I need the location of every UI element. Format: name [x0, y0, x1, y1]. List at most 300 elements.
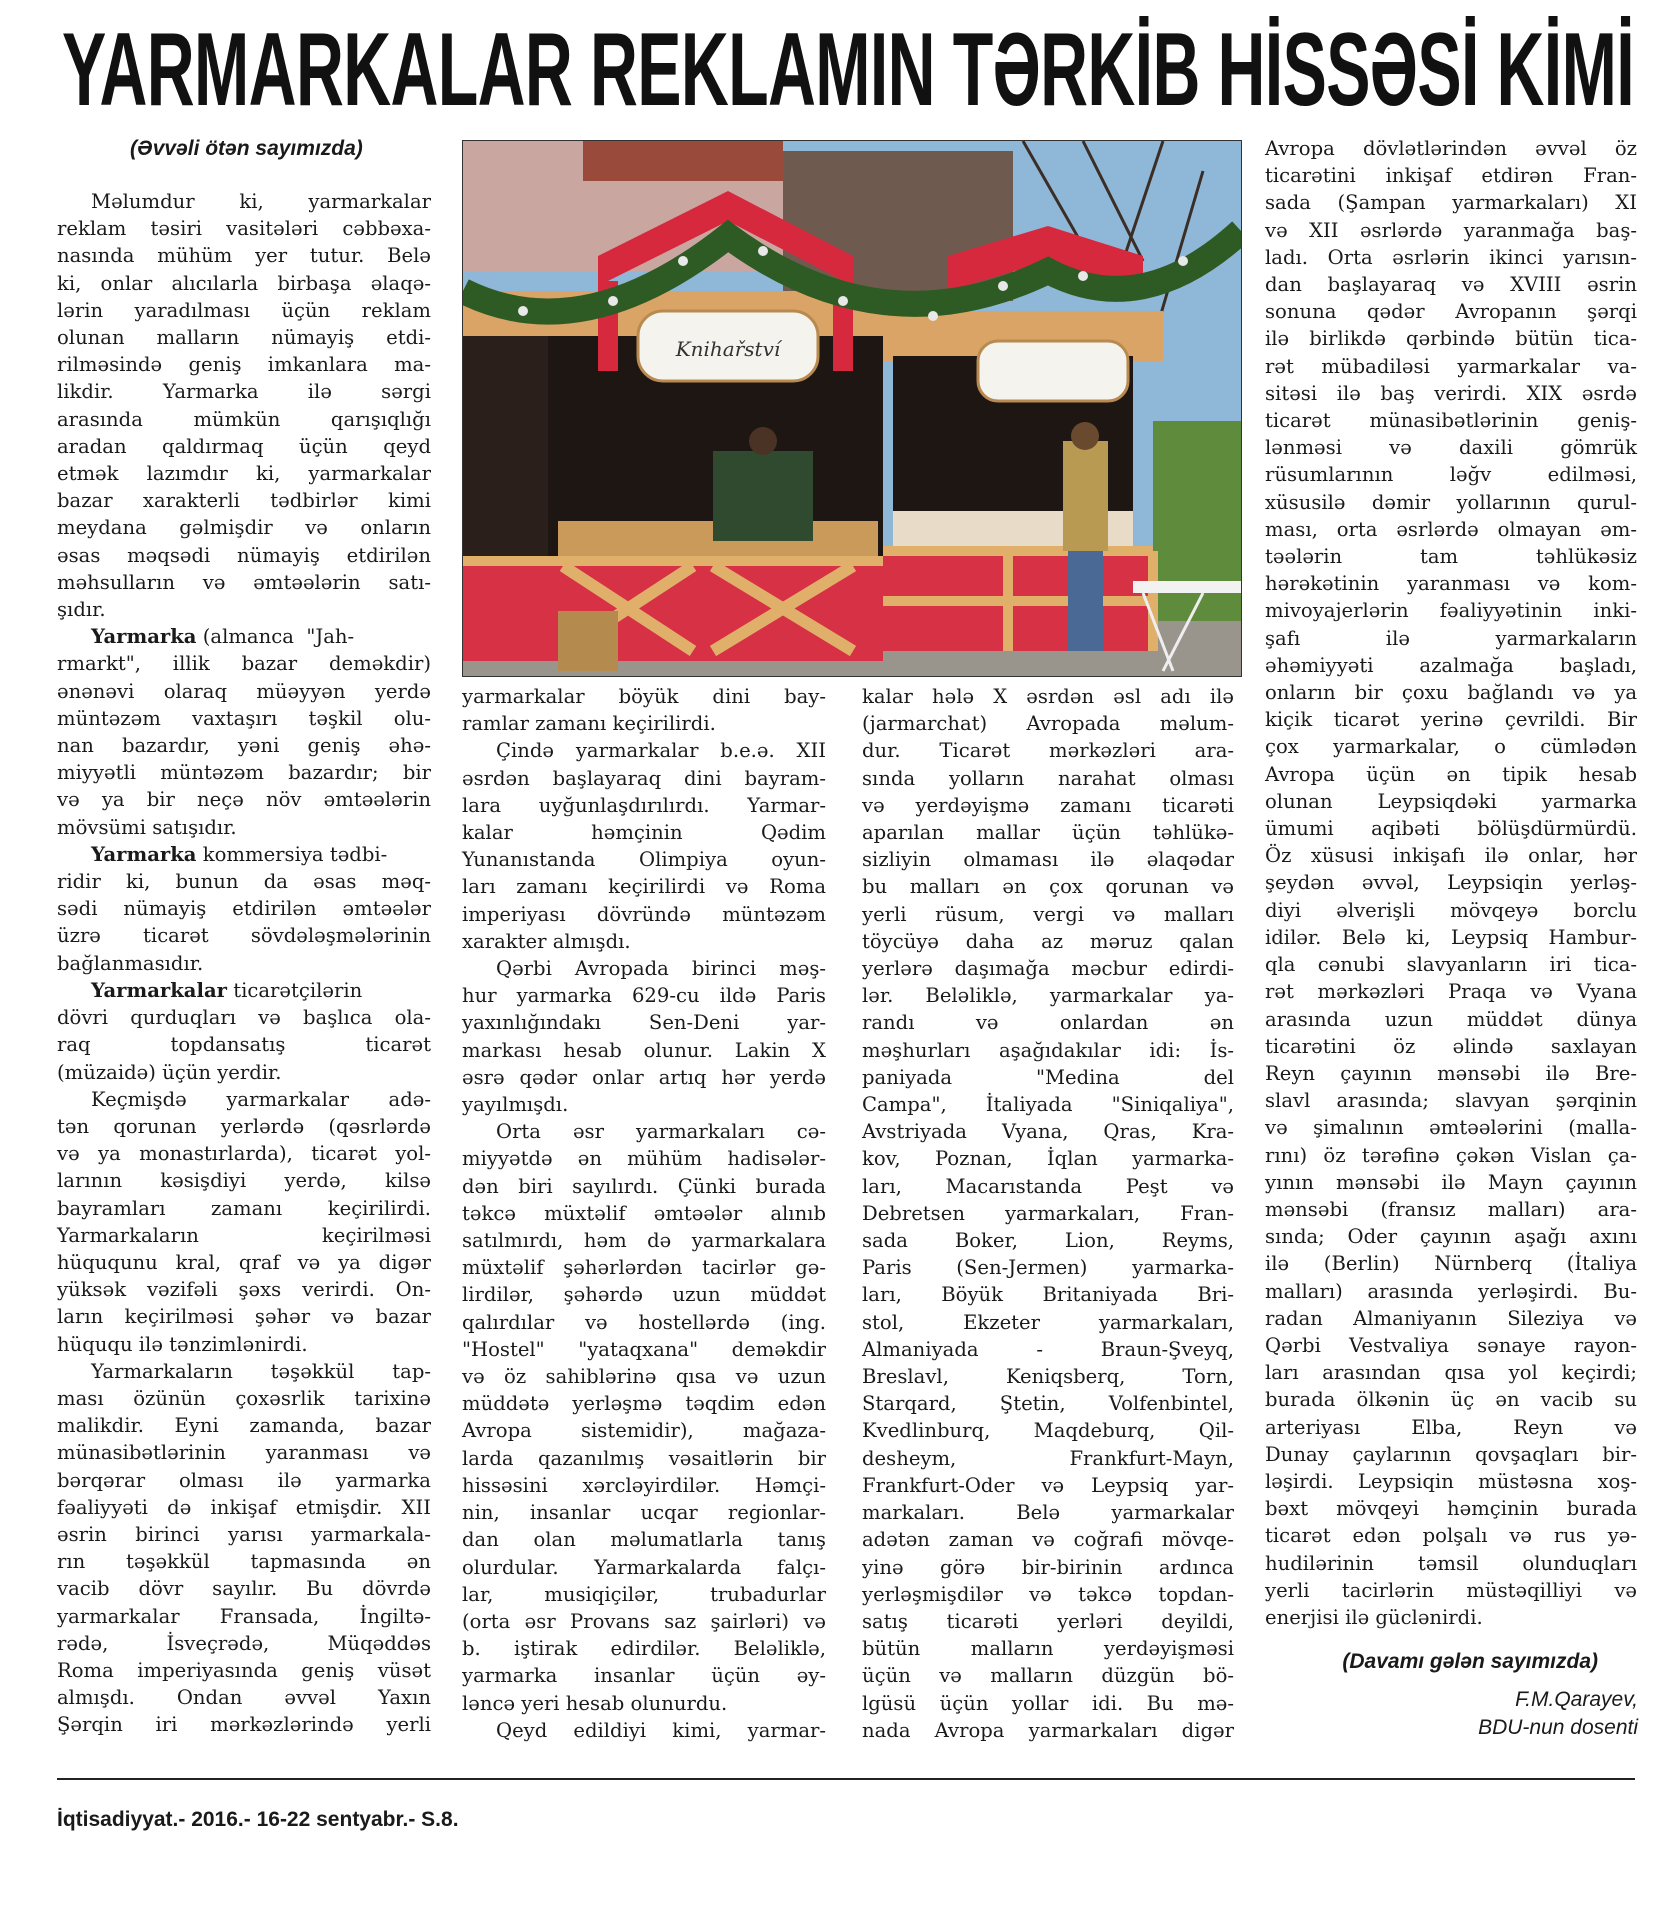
text-line: [462, 683, 826, 710]
line-text: (almanca "Jah-: [196, 625, 355, 649]
text-line: [462, 928, 826, 955]
text-line: [462, 792, 826, 819]
line-text: sada Boker, Lion, Reyms,: [862, 1229, 1234, 1253]
line-text: Roma imperiyasında geniş vüsət: [57, 1658, 431, 1682]
line-text: çox yarmarkalar, o cümlədən: [1265, 735, 1637, 759]
text-line: [1265, 407, 1637, 434]
line-text: üçün və malların düzgün bö-: [862, 1664, 1234, 1688]
line-text: ları, Macarıstanda Peşt və: [862, 1174, 1234, 1198]
text-line: [462, 901, 826, 928]
line-text: yarmarka insanlar üçün əy-: [462, 1664, 826, 1688]
line-text: ləncə yeri hesab olunurdu.: [462, 1691, 728, 1715]
line-text: sizliyin olmaması ilə əlaqədar: [862, 848, 1234, 872]
line-text: qla cənubi slavyanların iri tica-: [1265, 953, 1637, 977]
line-text: Debretsen yarmarkaları, Fran-: [862, 1201, 1234, 1225]
text-line: [1265, 842, 1637, 869]
line-text: şeydən əvvəl, Leypsiqin yerləş-: [1265, 871, 1637, 895]
text-line: [57, 487, 431, 514]
line-text: diyi əlverişli mövqeyə borclu: [1265, 898, 1637, 922]
continued-next-note: (Davamı gələn sayımızda): [1342, 1650, 1598, 1673]
text-line: [1265, 733, 1637, 760]
text-line: [862, 792, 1234, 819]
line-text: sada (Şampan yarmarkaları) XI: [1265, 191, 1637, 215]
text-line: [462, 1227, 826, 1254]
text-line: [862, 710, 1234, 737]
text-line: [862, 765, 1234, 792]
text-line: [862, 1526, 1234, 1553]
text-line: [1265, 761, 1637, 788]
text-line: [57, 1331, 431, 1358]
text-line: [1265, 135, 1637, 162]
text-line: [57, 732, 431, 759]
text-line: [1265, 298, 1637, 325]
line-text: satılmırdı, həm də yarmarkalara: [462, 1229, 826, 1253]
text-line: [462, 1390, 826, 1417]
line-text: larının kəsişdiyi yerdə, kilsə: [57, 1169, 431, 1193]
line-text: reklam təsiri vasitələri cəbbəxa-: [57, 217, 431, 241]
line-text: təələrin tam təhlükəsiz: [1265, 545, 1637, 569]
line-text: kiçik ticarət yerinə çevrildi. Bir: [1265, 708, 1637, 732]
text-line: [862, 1064, 1234, 1091]
text-line: [57, 814, 431, 841]
text-line: [57, 378, 431, 405]
line-text: töycüyə daha az məruz qalan: [862, 929, 1234, 953]
text-line: [462, 1445, 826, 1472]
line-text: yının mənsəbi ilə Mayn çayının: [1265, 1170, 1637, 1194]
text-line: [862, 1581, 1234, 1608]
line-text: hur yarmarka 629-cu ildə Paris: [462, 984, 826, 1008]
text-line: [1265, 788, 1637, 815]
text-line: [57, 1548, 431, 1575]
line-text: almışdı. Ondan əvvəl Yaxın: [57, 1686, 431, 1710]
text-line: [862, 1499, 1234, 1526]
line-text: raq topdansatış ticarət: [57, 1033, 431, 1057]
line-text: hissəsini xərcləyirdilər. Həmçi-: [462, 1473, 826, 1497]
line-text: xarakter almışdı.: [462, 929, 631, 953]
text-line: [1265, 461, 1637, 488]
paragraph: [57, 841, 431, 977]
text-line: [57, 841, 431, 868]
line-text: məhsulların və əmtəələrin satı-: [57, 570, 431, 594]
line-text: ladı. Orta əsrlərin ikinci yarısın-: [1265, 245, 1637, 269]
line-text: ması, orta əsrlərdə olmayan əm-: [1265, 517, 1637, 541]
text-line: [57, 786, 431, 813]
line-text: Qərbi Avropada birinci məş-: [496, 957, 826, 981]
line-text: lənməsi və daxili gömrük: [1265, 436, 1637, 460]
text-line: [1265, 1305, 1637, 1332]
text-line: [862, 737, 1234, 764]
line-text: ması özünün çoxəsrlik tarixinə: [57, 1386, 431, 1410]
line-text: məşhurları aşağıdakılar idi: İs-: [862, 1038, 1234, 1062]
text-line: [862, 846, 1234, 873]
line-text: yarmarkalar Fransada, İngiltə-: [57, 1604, 431, 1628]
text-line: [57, 270, 431, 297]
line-text: bayramları zamanı keçirilirdi.: [57, 1196, 431, 1220]
text-line: [57, 297, 431, 324]
text-line: [462, 737, 826, 764]
line-text: kalar həmçinin Qədim: [462, 821, 826, 845]
line-text: şafı ilə yarmarkaların: [1265, 626, 1637, 650]
line-text: (müzaidə) üçün yerdir.: [57, 1060, 282, 1084]
text-line: [57, 215, 431, 242]
line-text: sonuna qədər Avropanın şərqi: [1265, 300, 1637, 324]
text-line: [1265, 1414, 1637, 1441]
text-line: [57, 351, 431, 378]
line-text: şıdır.: [57, 598, 106, 622]
text-line: [462, 1417, 826, 1444]
text-line: [862, 1091, 1234, 1118]
line-text: yerləşmişdilər və təkcə topdan-: [862, 1582, 1234, 1606]
line-text: yerli tacirlərin müstəqilliyi və: [1265, 1578, 1637, 1602]
paragraph: [57, 977, 431, 1086]
line-text: sitəsi ilə baş verirdi. XIX əsrdə: [1265, 381, 1637, 405]
text-line: [462, 1009, 826, 1036]
text-line: [57, 1412, 431, 1439]
line-text: əsrin birinci yarısı yarmarkala-: [57, 1522, 431, 1546]
line-text: Paris (Sen-Jermen) yarmarka-: [862, 1256, 1234, 1280]
line-text: və şimalının əmtəələrini (malla-: [1265, 1116, 1637, 1140]
line-text: əsas məqsədi nümayiş etdirilən: [57, 543, 431, 567]
line-text: rın təşəkkül tapmasında ən: [57, 1550, 431, 1574]
line-text: müntəzəm vaxtaşırı təşkil olu-: [57, 706, 431, 730]
text-line: [862, 1554, 1234, 1581]
line-text: arasında uzun müddət dünya: [1265, 1007, 1637, 1031]
text-line: [862, 1635, 1234, 1662]
text-line: [57, 569, 431, 596]
line-text: lgüsü üçün yollar idi. Bu mə-: [862, 1691, 1234, 1715]
line-text: yerlərə daşımağa məcbur edirdi-: [862, 957, 1234, 981]
text-line: [57, 1113, 431, 1140]
line-text: slavl arasında; slavyan şərqinin: [1265, 1089, 1637, 1113]
line-text: rüsumlarının ləğv edilməsi,: [1265, 463, 1637, 487]
text-line: [1265, 162, 1637, 189]
line-text: və öz sahiblərinə qısa və uzun: [462, 1365, 826, 1389]
text-line: [57, 542, 431, 569]
text-line: [1265, 1033, 1637, 1060]
text-line: [1265, 978, 1637, 1005]
text-line: [1265, 271, 1637, 298]
line-text: Starqard, Ştetin, Volfenbintel,: [862, 1392, 1234, 1416]
text-line: [57, 650, 431, 677]
line-text: Avropa üçün ən tipik hesab: [1265, 762, 1637, 786]
line-text: əsrdən başlayaraq dini bayram-: [462, 766, 826, 790]
text-line: [1265, 516, 1637, 543]
line-text: b. iştirak edirdilər. Beləliklə,: [462, 1637, 826, 1661]
line-text: və ya monastırlarda), ticarət yol-: [57, 1142, 431, 1166]
line-text: rət mübadiləsi yarmarkalar va-: [1265, 354, 1637, 378]
text-line: [1265, 597, 1637, 624]
line-text: tən qorunan yerlərdə (qəsrlərdə: [57, 1114, 431, 1138]
text-line: [57, 1167, 431, 1194]
paragraph: [57, 1086, 431, 1358]
line-text: rını) öz tərəfinə çəkən Vislan ça-: [1265, 1143, 1637, 1167]
article-column-2: [462, 683, 826, 1744]
text-line: [862, 928, 1234, 955]
text-line: [1265, 706, 1637, 733]
text-line: [862, 1254, 1234, 1281]
line-text: bazar xarakterli tədbirlər kimi: [57, 489, 431, 513]
line-text: lara uyğunlaşdırılırdı. Yarmar-: [462, 793, 826, 817]
text-line: [57, 1603, 431, 1630]
text-line: [862, 1472, 1234, 1499]
line-text: Məlumdur ki, yarmarkalar: [91, 190, 431, 213]
line-text: sında; Oder çayının aşağı axını: [1265, 1225, 1637, 1249]
text-line: [462, 1281, 826, 1308]
line-text: olunan Leypsiqdəki yarmarka: [1265, 789, 1637, 813]
line-text: bu malları ən çox qorunan və: [862, 875, 1234, 899]
text-line: [57, 977, 431, 1004]
text-line: [1265, 1495, 1637, 1522]
text-line: [462, 1581, 826, 1608]
line-text: markası hesab olunur. Lakin X: [462, 1038, 826, 1062]
line-text: larda qazanılmış vəsaitlərin bir: [462, 1446, 826, 1470]
text-line: [462, 1064, 826, 1091]
line-text: hərəkətinin yaranması və kom-: [1265, 572, 1637, 596]
line-text: Campa", İtaliyada "Siniqaliya",: [862, 1093, 1234, 1117]
line-text: bağlanmasıdır.: [57, 951, 204, 975]
line-text: (jarmarchat) Avropada məlum-: [862, 712, 1234, 736]
line-text: radan Almaniyanın Sileziya və: [1265, 1306, 1637, 1330]
line-text: rmarkt", illik bazar deməkdir): [57, 652, 431, 676]
text-line: [462, 1690, 826, 1717]
line-text: əhəmiyyəti azalmağa başladı,: [1265, 653, 1637, 677]
text-line: [57, 950, 431, 977]
text-line: [57, 1358, 431, 1385]
text-line: [462, 1662, 826, 1689]
text-line: [862, 1227, 1234, 1254]
text-line: [1265, 679, 1637, 706]
text-line: [1265, 869, 1637, 896]
text-line: [57, 1276, 431, 1303]
text-line: [862, 1363, 1234, 1390]
text-line: [1265, 1278, 1637, 1305]
line-text: ramlar zamanı keçirilirdi.: [462, 712, 716, 736]
text-line: [462, 1554, 826, 1581]
paragraph: [1265, 135, 1637, 1631]
line-text: yayılmışdı.: [462, 1093, 569, 1117]
text-line: [462, 955, 826, 982]
text-line: [57, 1521, 431, 1548]
line-text: Yarmarkaların keçirilməsi: [57, 1223, 431, 1247]
line-text: sədi nümayiş etdirilən əmtəələr: [57, 897, 431, 921]
text-line: [462, 1037, 826, 1064]
line-text: Keçmişdə yarmarkalar adə-: [91, 1087, 431, 1111]
text-line: [57, 433, 431, 460]
text-line: [862, 1145, 1234, 1172]
paragraph: [462, 955, 826, 1118]
line-text: aradan qaldırmaq üçün qeyd: [57, 434, 431, 458]
line-text: ilə (Berlin) Nürnberq (İtaliya: [1265, 1252, 1637, 1276]
line-text: yinə görə bir-birinin ardınca: [862, 1555, 1234, 1579]
text-line: [57, 1439, 431, 1466]
text-line: [57, 1140, 431, 1167]
text-line: [1265, 1604, 1637, 1631]
article-column-4: [1265, 135, 1637, 1631]
text-line: [57, 514, 431, 541]
text-line: [462, 1309, 826, 1336]
article-title: [62, 12, 1634, 128]
text-line: [462, 1363, 826, 1390]
text-line: [1265, 1359, 1637, 1386]
line-text: Kvedlinburq, Maqdeburq, Qil-: [862, 1419, 1234, 1443]
line-text: Orta əsr yarmarkaları cə-: [496, 1120, 826, 1144]
paragraph: [57, 188, 431, 623]
line-text: adətən zaman və coğrafi mövqe-: [862, 1528, 1234, 1552]
line-text: (orta əsr Provans saz şairləri) və: [462, 1609, 826, 1633]
text-line: [57, 1195, 431, 1222]
text-line: [862, 1173, 1234, 1200]
text-line: [462, 1472, 826, 1499]
text-line: [1265, 1060, 1637, 1087]
text-line: [57, 242, 431, 269]
line-text: Şərqin iri mərkəzlərində yerli: [57, 1713, 431, 1737]
line-text: nin, insanlar ucqar regionlar-: [462, 1501, 826, 1525]
text-line: [862, 1608, 1234, 1635]
text-line: [1265, 1250, 1637, 1277]
line-text: Qərbi Vestvaliya sənaye rayon-: [1265, 1333, 1637, 1357]
line-text: Yarmarkaların təşəkkül tap-: [91, 1359, 431, 1383]
line-text: idilər. Belə ki, Leypsiq Hambur-: [1265, 925, 1637, 949]
text-line: [57, 1630, 431, 1657]
line-text: müxtəlif şəhərlərdən tacirlər gə-: [462, 1256, 826, 1280]
text-line: [462, 1200, 826, 1227]
line-text: Çində yarmarkalar b.e.ə. XII: [496, 739, 826, 763]
line-text: ticarətçilərin: [226, 978, 363, 1002]
text-line: [57, 460, 431, 487]
line-text: nasında mühüm yer tutur. Belə: [57, 244, 431, 268]
line-text: Frankfurt-Oder və Leypsiq yar-: [862, 1473, 1234, 1497]
line-text: ların keçirilməsi şəhər və bazar: [57, 1305, 431, 1329]
text-line: [462, 1526, 826, 1553]
text-line: [57, 759, 431, 786]
text-line: [57, 705, 431, 732]
text-line: [1265, 1169, 1637, 1196]
text-line: [862, 1717, 1234, 1744]
line-text: lər. Beləliklə, yarmarkalar ya-: [862, 984, 1234, 1008]
line-text: Almaniyada - Braun-Şveyq,: [862, 1337, 1234, 1361]
line-text: arteriyası Elba, Reyn və: [1265, 1415, 1637, 1439]
line-text: ləşirdi. Leypsiqin müstəsna xoş-: [1265, 1469, 1637, 1493]
text-line: [862, 955, 1234, 982]
line-text: ridir ki, bunun da əsas məq-: [57, 870, 431, 894]
text-line: [57, 922, 431, 949]
line-text: burada ölkənin üç ən vacib su: [1265, 1388, 1637, 1412]
line-text: ları zamanı keçirilirdi və Roma: [462, 875, 826, 899]
line-text: olurdular. Yarmarkalarda falçı-: [462, 1555, 826, 1579]
line-text: ümumi aqibəti bölüşdürmürdü.: [1265, 817, 1637, 841]
line-text: lirdilər, şəhərdə uzun müddət: [462, 1283, 826, 1307]
paragraph: [462, 683, 826, 737]
paragraph: [462, 737, 826, 955]
line-text: Avropa dövlətlərindən əvvəl öz: [1265, 137, 1637, 160]
text-line: [1265, 217, 1637, 244]
line-text: və XII əsrlərdə yaranmağa baş-: [1265, 218, 1637, 242]
text-line: [462, 873, 826, 900]
paragraph: [462, 1118, 826, 1716]
text-line: [862, 982, 1234, 1009]
text-line: [462, 1499, 826, 1526]
text-line: [1265, 1006, 1637, 1033]
text-line: [862, 683, 1234, 710]
line-text: təkcə müxtəlif əmtəələr alınıb: [462, 1201, 826, 1225]
text-line: [1265, 189, 1637, 216]
text-line: [57, 1059, 431, 1086]
line-text: və ya bir neçə növ əmtəələrin: [57, 788, 431, 812]
text-line: [1265, 1142, 1637, 1169]
line-text: "Hostel" "yataqxana" deməkdir: [462, 1337, 826, 1361]
line-text: Qeyd edildiyi kimi, yarmar-: [496, 1718, 826, 1742]
source-citation: İqtisadiyyat.- 2016.- 16-22 sentyabr.- S.8.: [57, 1808, 459, 1831]
text-line: [1265, 434, 1637, 461]
text-line: [862, 1662, 1234, 1689]
line-text: dur. Ticarət mərkəzləri ara-: [862, 739, 1234, 763]
text-line: [1265, 1196, 1637, 1223]
text-line: [462, 1118, 826, 1145]
paragraph: [57, 1358, 431, 1739]
text-line: [1265, 1087, 1637, 1114]
text-line: [57, 1086, 431, 1113]
line-text: randı və onlardan ən: [862, 1011, 1234, 1035]
text-line: [57, 1385, 431, 1412]
line-text: mənsəbi (fransız malları) ara-: [1265, 1197, 1637, 1221]
line-text: dan başlayaraq və XVIII əsrin: [1265, 273, 1637, 297]
text-line: [57, 1467, 431, 1494]
text-line: [57, 1249, 431, 1276]
text-line: [862, 901, 1234, 928]
continued-from-note: (Əvvəli ötən sayımızda): [130, 137, 363, 160]
footer-divider: [57, 1778, 1635, 1780]
text-line: [1265, 1441, 1637, 1468]
text-line: [862, 1037, 1234, 1064]
line-text: ticarətini inkişaf etdirən Fran-: [1265, 164, 1637, 188]
text-line: [1265, 325, 1637, 352]
bold-lead-term: Yarmarkalar: [91, 978, 227, 1002]
text-line: [1265, 897, 1637, 924]
line-text: rilməsində geniş imkanlara ma-: [57, 353, 431, 377]
line-text: Dunay çaylarının qovşaqları bir-: [1265, 1442, 1637, 1466]
text-line: [1265, 353, 1637, 380]
text-line: [462, 1635, 826, 1662]
line-text: ənənəvi olaraq müəyyən yerdə: [57, 679, 431, 703]
text-line: [862, 1200, 1234, 1227]
line-text: meydana gəlmişdir və onların: [57, 516, 431, 540]
line-text: arasında mümkün qarışıqlığı: [57, 407, 431, 431]
line-text: münasibətlərinin yaranması və: [57, 1441, 431, 1465]
line-text: miyyətdə ən mühüm hadisələr-: [462, 1147, 826, 1171]
line-text: fəaliyyəti də inkişaf etmişdir. XII: [57, 1495, 431, 1519]
line-text: ları, Böyük Britaniyada Bri-: [862, 1283, 1234, 1307]
text-line: [1265, 1386, 1637, 1413]
text-line: [57, 406, 431, 433]
text-line: [1265, 380, 1637, 407]
text-line: [57, 868, 431, 895]
line-text: Breslavl, Keniqsberq, Torn,: [862, 1365, 1234, 1389]
text-line: [462, 1145, 826, 1172]
text-line: [57, 1575, 431, 1602]
author-name: F.M.Qarayev,: [1515, 1688, 1638, 1711]
line-text: yarmarkalar böyük dini bay-: [462, 685, 826, 708]
line-text: aparılan mallar üçün təhlükə-: [862, 821, 1234, 845]
line-text: ticarət edən polşalı və rus yə-: [1265, 1524, 1637, 1548]
line-text: sında yolların narahat olması: [862, 766, 1234, 790]
line-text: yerli rüsum, vergi və malları: [862, 902, 1234, 926]
text-line: [57, 188, 431, 215]
line-text: ticarətini öz əlində saxlayan: [1265, 1034, 1637, 1058]
text-line: [862, 1309, 1234, 1336]
text-line: [1265, 1550, 1637, 1577]
line-text: Avstriyada Vyana, Qras, Kra-: [862, 1120, 1234, 1144]
line-text: lar, musiqiçilər, trubadurlar: [462, 1582, 826, 1606]
